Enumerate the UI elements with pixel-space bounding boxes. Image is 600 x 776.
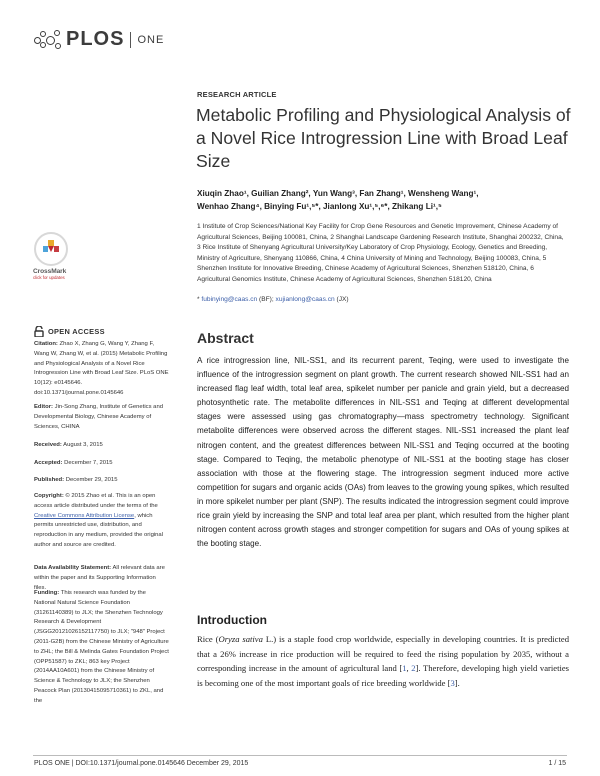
affiliations: 1 Institute of Crop Sciences/National Key Facility for Crop Gene Resources and Genetic Improvement, Chinese Academy of Agricultural Sciences, Beijing 100081, China, 2 Shanghai Landscape Gardening Research Institute, Shanghai 200232, China, 3 Rice Institute of Shenyang Agricultural University/Key Laboratory of Crop Physiology, Ecology, Genetics and Breeding, Ministry of Agriculture, Shenyang 110866, China, 4 China University of Mining and Technology, Beijing 100083, China, 5 Shenzhen Institute for Innovative Breeding, Chinese Academy of Agricultural Sciences, Shenzhen 518120, China, 6 Agricultural Genomics Institute, Chinese Academy of Agricultural Sciences, Shenzhen 518120, China xyxy=(197,223,564,283)
crossmark-label: CrossMark xyxy=(33,268,67,275)
editor-label: Editor: xyxy=(34,404,53,410)
accepted-block xyxy=(34,459,169,469)
funding-label: Funding: xyxy=(34,590,60,596)
received-block xyxy=(34,441,169,451)
copyright-block xyxy=(34,492,169,551)
email-tag-bf: (BF); xyxy=(257,296,276,303)
logo-divider xyxy=(130,32,131,48)
crossmark-sublabel: click for updates xyxy=(33,275,65,280)
article-title: Metabolic Profiling and Physiological Analysis of a Novel Rice Introgression Line with Broad Leaf Size xyxy=(196,105,571,171)
species-name: Oryza sativa xyxy=(218,634,263,644)
accepted-label: Accepted: xyxy=(34,460,63,466)
journal-subname: ONE xyxy=(137,33,165,46)
introduction-heading: Introduction xyxy=(197,613,267,627)
cc-license-link[interactable]: Creative Commons Attribution License xyxy=(34,512,135,519)
published-date: December 29, 2015 xyxy=(64,477,118,483)
page-number: 1 / 15 xyxy=(548,760,566,767)
footer-divider xyxy=(33,755,567,756)
email-tag-jx: (JX) xyxy=(334,296,349,303)
introduction-text xyxy=(197,632,569,690)
received-label: Received: xyxy=(34,442,62,448)
accepted-date: December 7, 2015 xyxy=(62,460,113,466)
citation-label: Citation: xyxy=(34,341,58,347)
plos-dots-icon xyxy=(34,29,64,51)
open-access-label: OPEN ACCESS xyxy=(48,327,105,336)
reference-link-2[interactable]: 2 xyxy=(411,663,416,674)
footer-citation: PLOS ONE | DOI:10.1371/journal.pone.0145646 December 29, 2015 xyxy=(34,760,249,767)
data-availability-text: All relevant data are within the paper and its Supporting Information files. xyxy=(34,565,165,591)
crossmark-icon xyxy=(34,232,68,266)
intro-text-1: Rice ( xyxy=(197,634,219,644)
copyright-text: © 2015 Zhao et al. This is an open access article distributed under the terms of the xyxy=(34,493,158,509)
citation-block xyxy=(34,340,169,399)
asterisk-marker: * xyxy=(197,296,202,303)
abstract-heading: Abstract xyxy=(197,330,254,346)
copyright-label: Copyright: xyxy=(34,493,64,499)
data-availability-label: Data Availability Statement: xyxy=(34,565,112,571)
published-label: Published: xyxy=(34,477,65,483)
crossmark-badge[interactable] xyxy=(33,232,69,280)
open-lock-icon xyxy=(34,326,44,337)
intro-text-3: , xyxy=(406,663,412,674)
reference-link-1[interactable]: 1 xyxy=(402,663,407,674)
reference-link-3[interactable]: 3 xyxy=(450,677,455,688)
email-link-bf[interactable]: fubinying@caas.cn xyxy=(201,296,258,303)
intro-text-2: L.) is a staple food crop worldwide, especially in developing countries. It is predicted that a 26% increase in rice production will be required to feed the rising population by 2035, without a corresponding increase in the amount of agricultural land [ xyxy=(197,634,569,674)
author-line-2: Wenhao Zhang⁴, Binying Fu¹,⁵*, Jianlong Xu¹,⁵,⁶*, Zhikang Li¹,⁵ xyxy=(197,202,442,211)
author-line-1: Xiuqin Zhao¹, Guilian Zhang², Yun Wang³, Fan Zhang¹, Wensheng Wang¹, xyxy=(197,189,479,198)
open-access-badge xyxy=(34,326,105,337)
published-block xyxy=(34,476,169,486)
funding-text: This research was funded by the National Natural Science Foundation (31261140389) to JLX; the Shenzhen Technology Research & Development (JSGG20121026152117750) to JLX; "948" Project (2011-G2B) from the Chinese Ministry of Agriculture to ZHL; the Bill & Melinda Gates Foundation Project (OPP51587) to ZKL; 863 key Project (2014AA10A601) from the Chinese Ministry of Science & Technology to JLX; the Shenzhen Peacock Plan (20130415095710361) to ZKL, and the xyxy=(34,590,169,704)
article-type: RESEARCH ARTICLE xyxy=(197,90,277,99)
abstract-text: A rice introgression line, NIL-SS1, and its recurrent parent, Teqing, were used to investigate the influence of the introgression segment on plant growth. The current research showed NIL-SS1 had an increased flag leaf width, total leaf area, spikelet number per panicle and grain yield, but a decreased photosynthetic rate. The metabolite differences in NIL-SS1 and Teqing at different developmental stages were assessed using gas chromatography—mass spectrometry technology. Significant metabolite differences were observed across the different stages. NIL-SS1 increased the plant leaf nitrogen content, and the greatest differences between NIL-SS1 and Teqing occurred at the booting stage. Compared to Teqing, the metabolic phenotype of NIL-SS1 at the booting stage has closer association with those at the flowering stage. The introgression segment induced more active competition for sugars and organic acids (OAs) from leaves to the growing young spikes, which resulted in more spikelet number per plant (SNP). The results indicated the introgression segment could improve rice grain yield by increasing the SNP and total leaf area per plant, which resulted from the higher plant nitrogen content across growth stages and stronger competition for sugars and OAs of young spikes at the booting stage. xyxy=(197,356,569,549)
journal-name: PLOS xyxy=(66,28,125,50)
editor-text: Jin-Song Zhang, Institute of Genetics and Developmental Biology, Chinese Academy of Sciences, CHINA xyxy=(34,404,164,430)
copyright-text-cont: , which permits unrestricted use, distribution, and reproduction in any medium, provided the original author and source are credited. xyxy=(34,512,164,548)
corresponding-authors xyxy=(197,296,567,303)
citation-text: Zhao X, Zhang G, Wang Y, Zhang F, Wang W, Zhang W, et al. (2015) Metabolic Profiling and Physiological Analysis of a Novel Rice Introgression Line with Broad Leaf Size. PLoS ONE 10(12): e0145646. doi:10.1371/journal.pone.0145646 xyxy=(34,341,169,396)
intro-text-4: ]. Therefore, developing high yield varieties is becoming one of the most important goals of rice breeding worldwide [ xyxy=(197,663,570,688)
plos-one-logo[interactable] xyxy=(34,28,164,51)
editor-block xyxy=(34,403,169,432)
funding-block xyxy=(34,589,169,707)
received-date: August 3, 2015 xyxy=(61,442,103,448)
intro-text-5: ]. xyxy=(454,677,460,688)
email-link-jx[interactable]: xujianlong@caas.cn xyxy=(275,296,335,303)
author-list xyxy=(197,187,567,213)
